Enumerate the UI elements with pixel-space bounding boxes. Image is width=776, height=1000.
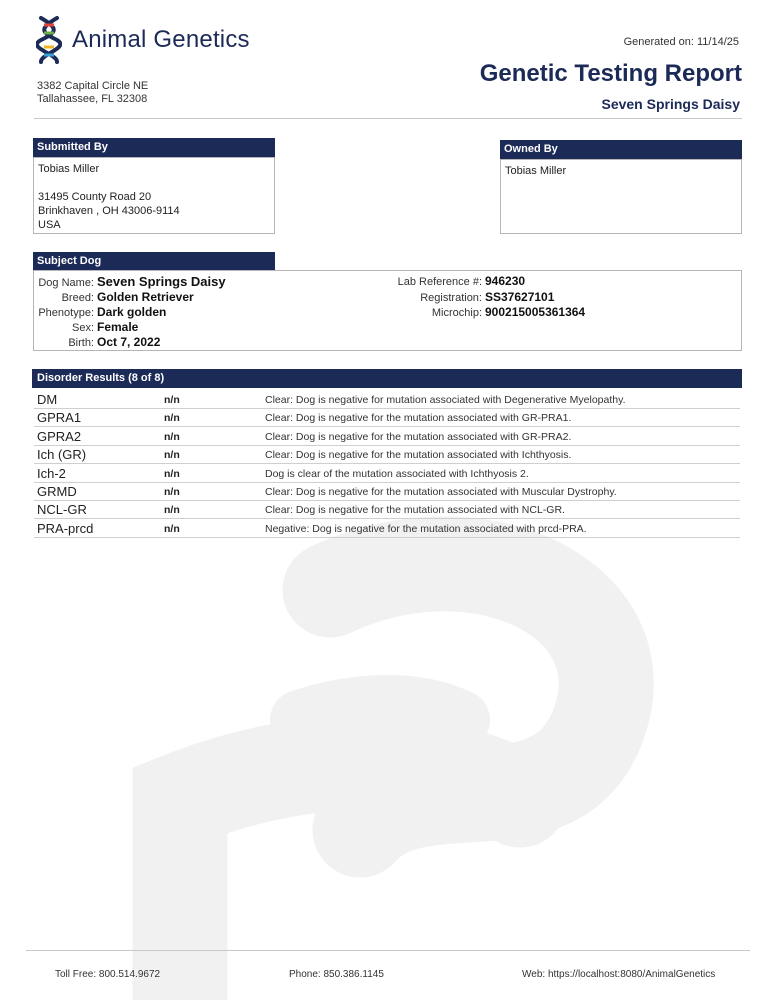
dog-name-field [36,274,226,289]
sex-field [36,320,138,334]
report-subtitle: Seven Springs Daisy [601,96,740,112]
phenotype-label: Phenotype: [38,307,94,319]
disorder-code: GPRA1 [37,410,82,426]
table-row [34,520,740,538]
sex-label: Sex: [71,322,94,334]
result-description: Clear: Dog is negative for mutation associated with Degenerative Myelopathy. [265,394,626,406]
disorder-code: Ich (GR) [37,447,87,463]
result-description: Clear: Dog is negative for the mutation associated with GR-PRA2. [265,430,572,443]
breed-field [36,290,194,304]
result-description: Clear: Dog is negative for the mutation associated with Muscular Dystrophy. [265,486,617,498]
microchip-field [380,305,585,319]
table-row [34,465,740,483]
disorder-code: GRMD [37,484,77,499]
result-description: Clear: Dog is negative for the mutation associated with Ichthyosis. [265,449,572,462]
submitter-name: Tobias Miller [38,163,100,175]
table-row [34,483,740,501]
disorder-code: GPRA2 [37,428,82,444]
table-row [34,501,740,519]
birth-field [36,335,160,349]
registration-value: SS37627101 [485,290,555,304]
report-title: Genetic Testing Report [479,60,742,87]
genotype-value: n/n [164,430,180,443]
result-description: Clear: Dog is negative for the mutation associated with GR-PRA1. [265,412,572,425]
phenotype-value: Dark golden [97,305,167,319]
dog-name-value: Seven Springs Daisy [97,274,226,289]
birth-value: Oct 7, 2022 [97,335,161,349]
table-row [34,446,740,464]
footer-phone: Phone: 850.386.1145 [289,969,384,980]
dna-helix-icon [36,14,62,66]
address-line-1: 3382 Capital Circle NE [37,80,149,92]
disorder-code: DM [37,392,58,407]
submitted-by-header: Submitted By [33,138,275,157]
disorder-code: PRA-prcd [37,520,94,536]
result-description: Negative: Dog is negative for the mutation associated with prcd-PRA. [265,522,587,535]
microchip-label: Microchip: [431,307,482,319]
header-divider [34,118,742,119]
subject-dog-header: Subject Dog [33,252,275,271]
result-description: Clear: Dog is negative for the mutation associated with NCL-GR. [265,504,565,517]
disorder-code: Ich-2 [37,465,66,481]
owned-by-header: Owned By [500,140,742,159]
breed-label: Breed: [61,292,94,304]
result-description: Dog is clear of the mutation associated with Ichthyosis 2. [265,467,529,480]
brand-logo [36,14,250,66]
submitter-street: 31495 County Road 20 [38,191,152,203]
disorder-code: NCL-GR [37,502,87,518]
registration-field [380,290,554,304]
breed-value: Golden Retriever [97,290,194,304]
submitter-country: USA [38,219,61,231]
genotype-value: n/n [164,486,180,498]
lab-reference-value: 946230 [485,274,526,288]
genotype-value: n/n [164,449,180,462]
footer-divider [26,950,750,951]
sex-value: Female [97,320,139,334]
disorder-results-header: Disorder Results (8 of 8) [32,369,742,388]
brand-name: Animal Genetics [72,26,250,53]
dog-name-label: Dog Name: [38,277,94,289]
genotype-value: n/n [164,504,180,517]
address-line-2: Tallahassee, FL 32308 [37,93,148,105]
owner-name: Tobias Miller [505,165,567,177]
company-address [37,80,148,106]
phenotype-field [36,305,166,319]
table-row [34,391,740,409]
submitter-city: Brinkhaven , OH 43006-9114 [38,205,180,217]
generated-date: Generated on: 11/14/25 [623,36,739,48]
footer-toll-free: Toll Free: 800.514.9672 [55,969,161,980]
genotype-value: n/n [164,522,180,535]
footer-web: Web: https://localhost:8080/AnimalGenetics [522,969,716,980]
table-row [34,428,740,446]
registration-label: Registration: [420,292,482,304]
lab-reference-label: Lab Reference #: [397,276,482,288]
submitted-by-box [33,157,275,234]
birth-label: Birth: [68,337,94,349]
genotype-value: n/n [164,394,180,406]
table-row [34,409,740,427]
microchip-value: 900215005361364 [485,305,586,319]
lab-reference-field [380,274,525,288]
genotype-value: n/n [164,467,180,480]
genotype-value: n/n [164,412,180,425]
owned-by-box [500,159,742,234]
